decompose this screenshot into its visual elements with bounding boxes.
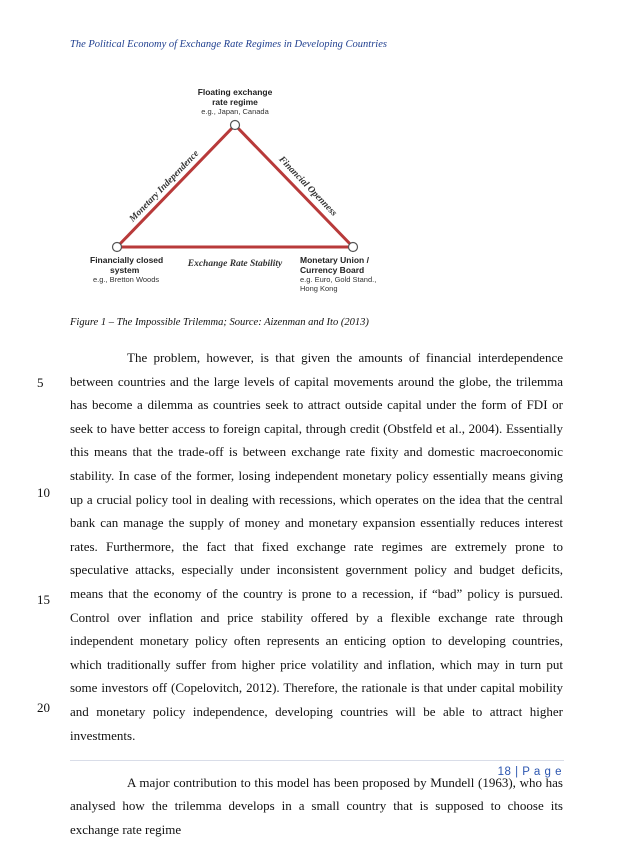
left-subtitle: e.g., Bretton Woods <box>93 275 160 284</box>
top-title-line1: Floating exchange <box>197 87 273 97</box>
line-number: 20 <box>37 700 50 715</box>
figure-caption: Figure 1 – The Impossible Trilemma; Source: Aizenman and Ito (2013) <box>70 317 369 328</box>
right-subtitle-line2: Hong Kong <box>300 284 338 293</box>
left-title-line1: Financially closed <box>90 255 164 265</box>
left-node <box>113 243 122 252</box>
page-number: 18 | P a g e <box>497 766 562 778</box>
left-title-line2: system <box>110 265 140 275</box>
trilemma-triangle <box>117 125 353 247</box>
line-number: 10 <box>37 485 50 500</box>
side-label-exchange-rate-stability: Exchange Rate Stability <box>187 259 283 269</box>
line-number: 15 <box>37 592 50 607</box>
paragraph: A major contribution to this model has been proposed by Mundell (1963), who has analysed how the trilemma develops in a small country that is supposed to choose its exchange rate regime <box>70 774 563 837</box>
paragraph: The problem, however, is that given the amounts of financial interdependence between countries and the large levels of capital movements around the globe, the trilemma has become a dilemma as countries seek to attract outside capital under the form of FDI or seek to have better access to foreign capital, through credit (Obstfeld et al., 2004). Essentially this means that the trade-off is between exchange rate fixity and domestic macroeconomic stability. In case of the former, losing independent monetary policy essentially means giving up a crucial policy tool in dealing with recessions, which operates on the idea that the central bank can manage the supply of money and monetary expansion essentially reduces interest rates. Furthermore, the fact that fixed exchange rate regimes are extremely prone to speculative attacks, especially under inconsistent government policy and budget deficits, means that the economy of the country is prone to a recession, if “bad” policy is pursued. Control over inflation and price stability offered by a flexible exchange rate through independent monetary policy often represents an enticing option to developing countries, which traditionally suffer from higher price volatility and inflation, which may in turn put some investors off (Copelovitch, 2012). Therefore, the rationale is that under capital mobility and monetary policy independence, developing countries will be able to attract higher investments. <box>70 350 563 743</box>
top-title-line2: rate regime <box>212 97 258 107</box>
top-node <box>231 121 240 130</box>
trilemma-diagram <box>60 70 580 310</box>
side-label-financial-openness: Financial Openness <box>276 154 339 219</box>
body-text <box>70 346 563 841</box>
right-title-line1: Monetary Union / <box>300 255 369 265</box>
right-title-line2: Currency Board <box>300 265 365 275</box>
top-subtitle: e.g., Japan, Canada <box>201 107 269 116</box>
right-subtitle-line1: e.g. Euro, Gold Stand., <box>300 275 377 284</box>
footer-divider <box>70 760 564 761</box>
side-label-monetary-independence: Monetary Independence <box>127 148 202 225</box>
right-node <box>349 243 358 252</box>
running-header: The Political Economy of Exchange Rate Regimes in Developing Countries <box>70 39 387 50</box>
line-number: 5 <box>37 375 44 390</box>
trilemma-figure <box>60 70 580 310</box>
